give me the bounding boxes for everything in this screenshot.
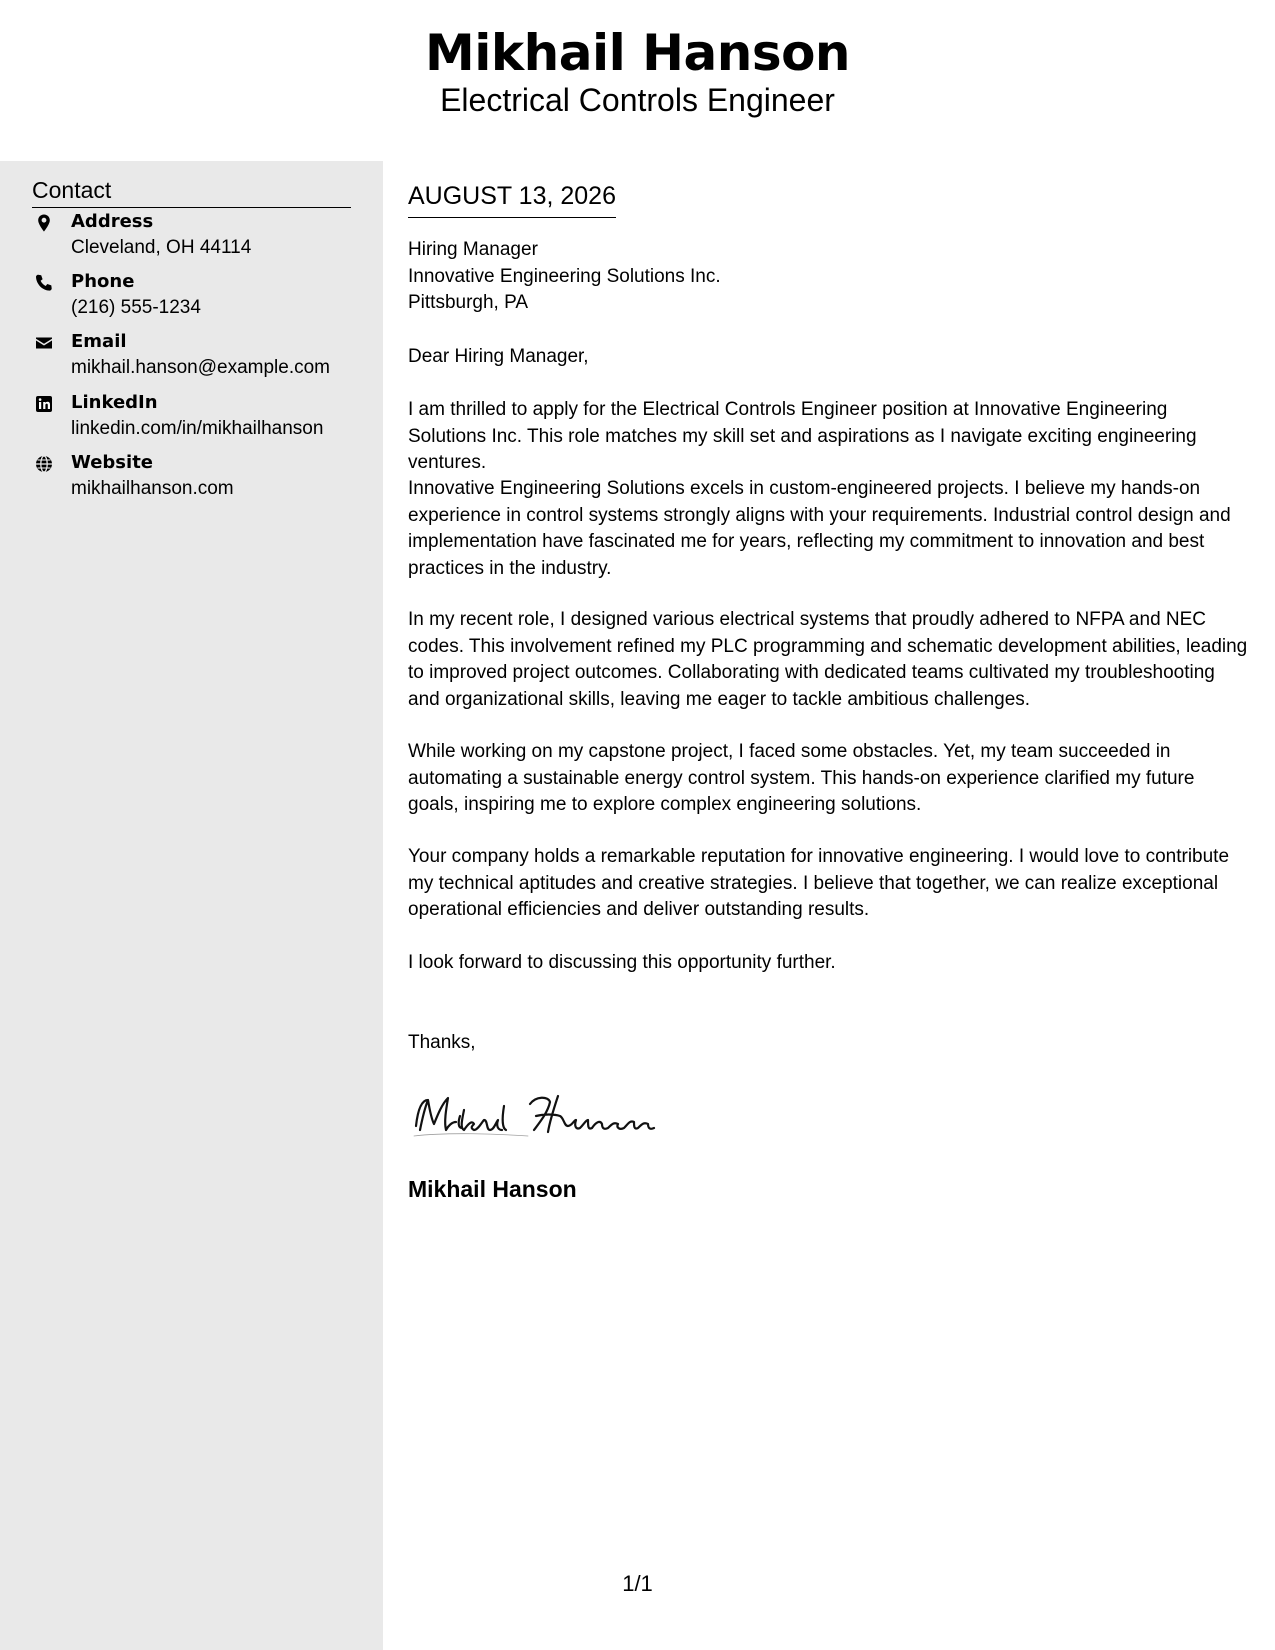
contact-heading: Contact [32, 175, 351, 208]
contact-item-linkedin [32, 390, 372, 444]
contact-label: Website [71, 452, 154, 473]
contact-label: Email [71, 331, 127, 352]
contact-value: Cleveland, OH 44114 [71, 237, 252, 258]
recipient-line: Innovative Engineering Solutions Inc. [408, 265, 721, 287]
contact-item-address [32, 209, 372, 263]
contact-label: LinkedIn [71, 392, 158, 413]
applicant-role: Electrical Controls Engineer [440, 82, 835, 118]
paragraph: Your company holds a remarkable reputation for innovative engineering. I would love to contribute my technical aptitudes and creative strategies. I believe that together, we can realize exceptional operational efficiencies and deliver outstanding results. [408, 846, 1230, 920]
contact-value: mikhailhanson.com [71, 478, 234, 499]
recipient-line: Hiring Manager [408, 239, 538, 260]
handwritten-signature [408, 1086, 678, 1146]
paragraph: I look forward to discussing this opportunity further. [408, 952, 836, 973]
phone-icon [34, 273, 54, 293]
envelope-icon [34, 333, 54, 353]
contact-value: linkedin.com/in/mikhailhanson [71, 418, 324, 439]
contact-item-website [32, 450, 372, 504]
contact-value: mikhail.hanson@example.com [71, 357, 331, 378]
letter-header [0, 0, 1275, 161]
paragraph: While working on my capstone project, I faced some obstacles. Yet, my team succeeded in automating a sustainable energy control system. This hands-on experience clarified my future goals, inspiring me to explore complex engineering solutions. [408, 741, 1195, 815]
contact-label: Address [71, 211, 154, 232]
paragraph: Innovative Engineering Solutions excels in custom-engineered projects. I believe my hands-on experience in control systems strongly aligns with your requirements. Industrial control design and implementation have fascinated me for years, reflecting my commitment to innovation and best practices in the industry. [408, 478, 1231, 579]
paragraph: In my recent role, I designed various electrical systems that proudly adhered to NFPA and NEC codes. This involvement refined my PLC programming and schematic development abilities, leading to improved project outcomes. Collaborating with dedicated teams cultivated my troubleshooting and organizational skills, leaving me eager to tackle ambitious challenges. [408, 609, 1248, 710]
contact-item-phone [32, 269, 372, 323]
recipient-line: Pittsburgh, PA [408, 292, 529, 313]
linkedin-icon [34, 394, 54, 414]
contact-sidebar [0, 161, 383, 1650]
contact-label: Phone [71, 271, 135, 292]
contact-value: (216) 555-1234 [71, 297, 201, 318]
salutation: Dear Hiring Manager, [408, 346, 589, 367]
paragraph: I am thrilled to apply for the Electrical Controls Engineer position at Innovative Engineering Solutions Inc. This role matches my skill set and aspirations as I navigate exciting engineering ventures. [408, 399, 1197, 473]
closing: Thanks, [408, 1032, 476, 1053]
signer-name: Mikhail Hanson [408, 1176, 577, 1202]
recipient-block [408, 237, 721, 317]
applicant-name: Mikhail Hanson [424, 24, 851, 82]
page-number: 1/1 [622, 1571, 653, 1596]
globe-icon [34, 454, 54, 474]
contact-item-email [32, 329, 372, 383]
letter-date: AUGUST 13, 2026 [408, 179, 616, 218]
map-pin-icon [34, 213, 54, 233]
